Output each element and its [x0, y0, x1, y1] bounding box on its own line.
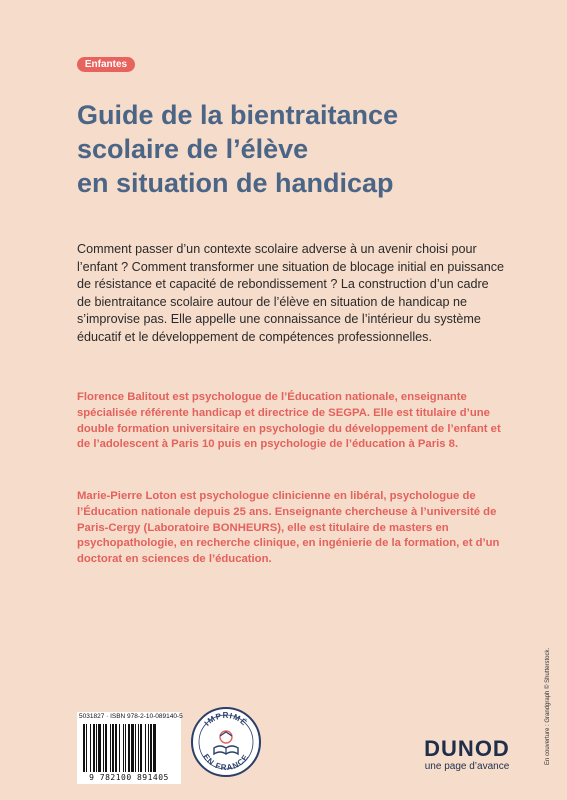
title-line: Guide de la bientraitance: [77, 100, 399, 130]
imprime-en-france-seal: [190, 706, 262, 778]
seal-bottom-text: EN FRANCE: [201, 752, 251, 773]
category-tag: Enfantes: [77, 57, 135, 72]
barcode-number: 9 782100 891405: [89, 773, 169, 782]
publisher-tagline: une page d’avance: [424, 761, 510, 772]
title-line: scolaire de l’élève: [77, 134, 309, 164]
author-bio-text: est psychologue de l’Éducation nationale, enseignante spécialisée référente handicap et directrice de SEGPA. Elle est titulaire d’une double formation universitaire en psychologie du développement de l’enfant et de l’adolescent à Paris 10 puis en psychologie de l’éducation à Paris 8.: [77, 391, 501, 451]
author-bio: [77, 390, 509, 453]
author-name: Florence Balitout: [77, 391, 170, 403]
author-bio-text: est psychologue clinicienne en libéral, psychologue de l’Éducation nationale depuis 25 ans. Enseignante chercheuse à l’université de Paris-Cergy (Laboratoire BONHEURS), elle est titulaire de masters en psychopathologie, en recherche clinique, en ingénierie de la formation, et d’un doctorat en sciences de l’éducation.: [77, 490, 500, 566]
publisher-name: DUNOD: [424, 736, 510, 761]
isbn-barcode: [77, 712, 181, 784]
publisher-logo: [412, 738, 522, 772]
author-bio: [77, 489, 509, 568]
seal-top-text: IMPRIMÉ: [202, 711, 250, 728]
title-line: en situation de handicap: [77, 168, 394, 198]
barcode-bars: [83, 724, 175, 772]
author-name: Marie-Pierre Loton: [77, 490, 177, 502]
isbn-label: 5031827 · ISBN 978-2-10-089140-5: [79, 713, 183, 720]
cover-credit: En couverture : Grandgraph © Shutterstock.: [545, 647, 551, 765]
book-summary: Comment passer d’un contexte scolaire adverse à un avenir choisi pour l’enfant ? Comment transformer une situation de blocage initial en puissance de résistance et capacité de rebondissement ? La construction d’un cadre de bientraitance scolaire autour de l’élève en situation de handicap ne s’improvise pas. Elle appelle une connaissance de l’intérieur du système éducatif et le développement de compétences professionnelles.: [77, 242, 505, 344]
book-title: [77, 98, 537, 200]
